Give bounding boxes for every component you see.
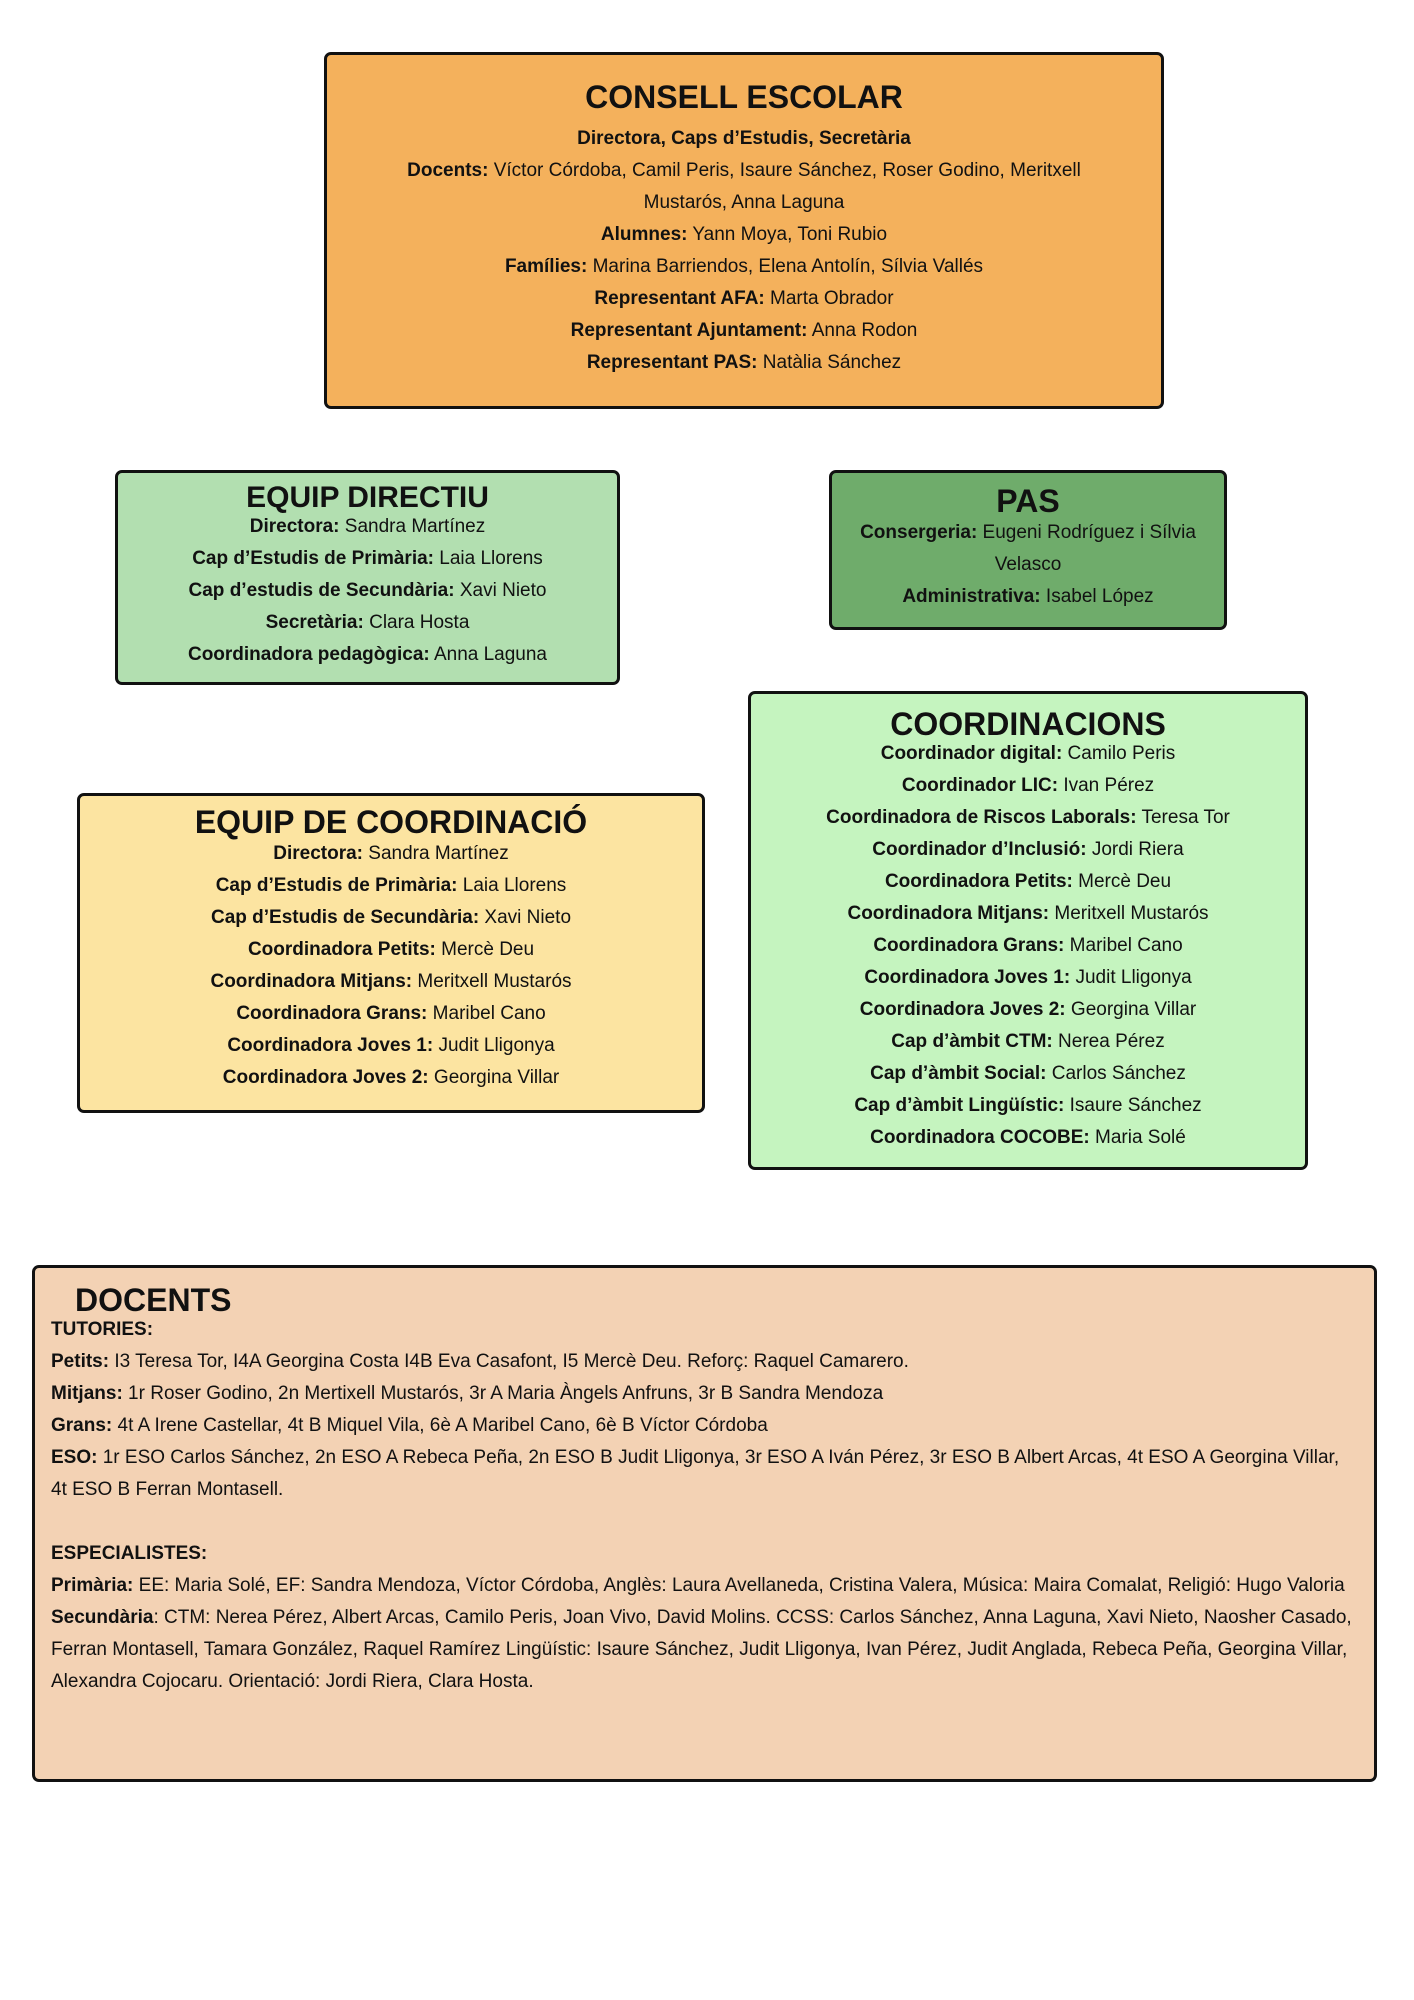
consell-row: [367, 315, 1121, 347]
row-label: Coordinador digital:: [880, 743, 1063, 764]
tutoria-row: [51, 1378, 1356, 1410]
row-value: Sandra Martínez: [363, 843, 509, 864]
row-label: Coordinadora Joves 1:: [864, 967, 1071, 988]
row-label: Coordinadora Grans:: [873, 935, 1065, 956]
row-label: Coordinadora Grans:: [236, 1003, 428, 1024]
row-value: Georgina Villar: [428, 1067, 560, 1088]
row-value: Anna Rodon: [807, 320, 918, 341]
docents-title: DOCENTS: [75, 1282, 232, 1318]
especialista-row: [51, 1602, 1356, 1698]
coordinacions-row: [761, 1122, 1295, 1154]
row-value: Meritxell Mustarós: [412, 971, 572, 992]
row-value: 1r ESO Carlos Sánchez, 2n ESO A Rebeca Peña, 2n ESO B Judit Lligonya, 3r ESO A Iván Pérez, 3r ESO B Albert Arcas, 4t ESO A Georgina Villar, 4t ESO B Ferran Montasell.: [51, 1447, 1340, 1500]
row-label: Directora:: [273, 843, 363, 864]
directiu-row: [128, 511, 607, 543]
row-label: Cap d’estudis de Secundària:: [188, 580, 455, 601]
row-label: Cap d’Estudis de Primària:: [215, 875, 458, 896]
row-value: Xavi Nieto: [454, 580, 547, 601]
row-label: Directora, Caps d’Estudis, Secretària: [577, 128, 911, 149]
directiu-row: [128, 575, 607, 607]
row-label: Coordinadora COCOBE:: [870, 1127, 1090, 1148]
consell-row: [367, 155, 1121, 219]
row-label: Coordinadora Joves 1:: [227, 1035, 434, 1056]
equip-coordinacio-box: [77, 793, 705, 1113]
row-label: Secretària:: [265, 612, 364, 633]
row-value: Anna Laguna: [429, 644, 548, 665]
coordinacions-row: [761, 738, 1295, 770]
consell-escolar-box: [324, 52, 1164, 409]
equip-directiu-box: [115, 470, 620, 685]
row-label: Mitjans:: [51, 1383, 123, 1404]
row-label: Consergeria:: [860, 522, 978, 543]
row-label: Cap d’àmbit CTM:: [891, 1031, 1053, 1052]
row-value: 1r Roser Godino, 2n Mertixell Mustarós, 3r A Maria Àngels Anfruns, 3r B Sandra Mendoza: [122, 1383, 884, 1404]
row-value: I3 Teresa Tor, I4A Georgina Costa I4B Eva Casafont, I5 Mercè Deu. Reforç: Raquel Camarero.: [109, 1351, 909, 1372]
row-value: Maribel Cano: [1064, 935, 1183, 956]
coordinacions-row: [761, 1090, 1295, 1122]
consell-row: [367, 347, 1121, 379]
coordinacions-row: [761, 962, 1295, 994]
coordinacio-row: [90, 870, 692, 902]
row-value: Mercè Deu: [435, 939, 535, 960]
row-value: EE: Maria Solé, EF: Sandra Mendoza, Víctor Córdoba, Anglès: Laura Avellaneda, Cristina Valera, Música: Maira Comalat, Religió: Hugo Valoria: [133, 1575, 1345, 1596]
equip-coordinacio-title: EQUIP DE COORDINACIÓ: [194, 804, 588, 840]
coordinacio-row: [90, 1062, 692, 1094]
coordinacio-row: [90, 966, 692, 998]
row-label: Coordinadora pedagògica:: [187, 644, 430, 665]
especialistes-heading: ESPECIALISTES:: [51, 1543, 208, 1564]
coordinacio-row: [90, 934, 692, 966]
consell-row: [367, 219, 1121, 251]
consell-escolar-title: CONSELL ESCOLAR: [585, 79, 903, 115]
row-value: Laia Llorens: [457, 875, 567, 896]
coordinacions-row: [761, 930, 1295, 962]
row-value: Jordi Riera: [1086, 839, 1184, 860]
row-value: Meritxell Mustarós: [1049, 903, 1209, 924]
row-label: Cap d’Estudis de Secundària:: [210, 907, 480, 928]
row-label: Primària:: [51, 1575, 134, 1596]
row-value: Judit Lligonya: [1070, 967, 1192, 988]
row-value: Isaure Sánchez: [1064, 1095, 1202, 1116]
row-value: Camilo Peris: [1062, 743, 1176, 764]
tutories-heading: TUTORIES:: [51, 1319, 154, 1340]
row-label: Petits:: [51, 1351, 110, 1372]
consell-row: [367, 123, 1121, 155]
row-label: Coordinadora Mitjans:: [847, 903, 1050, 924]
row-value: Ivan Pérez: [1058, 775, 1155, 796]
row-value: Maria Solé: [1089, 1127, 1186, 1148]
row-label: Directora:: [249, 516, 340, 537]
row-value: Mercè Deu: [1072, 871, 1172, 892]
row-label: Representant Ajuntament:: [570, 320, 808, 341]
coordinacions-title: COORDINACIONS: [890, 706, 1166, 742]
directiu-row: [128, 639, 607, 671]
pas-row: [842, 581, 1214, 613]
coordinacions-row: [761, 770, 1295, 802]
row-value: Eugeni Rodríguez i Sílvia Velasco: [977, 522, 1196, 575]
row-label: ESO:: [51, 1447, 98, 1468]
row-value: Maribel Cano: [427, 1003, 546, 1024]
row-value: Judit Lligonya: [433, 1035, 555, 1056]
row-value: Clara Hosta: [363, 612, 470, 633]
row-label: Representant PAS:: [586, 352, 758, 373]
row-label: Coordinadora de Riscos Laborals:: [826, 807, 1137, 828]
row-value: Georgina Villar: [1065, 999, 1197, 1020]
directiu-row: [128, 607, 607, 639]
consell-row: [367, 283, 1121, 315]
row-label: Coordinadora Petits:: [247, 939, 436, 960]
row-label: Coordinadora Joves 2:: [859, 999, 1066, 1020]
row-label: Coordinador LIC:: [901, 775, 1059, 796]
coordinacions-row: [761, 898, 1295, 930]
row-value: Víctor Córdoba, Camil Peris, Isaure Sánchez, Roser Godino, Meritxell Mustarós, Anna Laguna: [488, 160, 1081, 213]
row-value: Teresa Tor: [1136, 807, 1230, 828]
row-label: Alumnes:: [600, 224, 688, 245]
row-label: Coordinador d’Inclusió:: [872, 839, 1087, 860]
row-label: Cap d’Estudis de Primària:: [192, 548, 434, 569]
row-label: Grans:: [51, 1415, 113, 1436]
row-label: Docents:: [407, 160, 489, 181]
coordinacions-row: [761, 802, 1295, 834]
row-value: : CTM: Nerea Pérez, Albert Arcas, Camilo Peris, Joan Vivo, David Molins. CCSS: Carlos Sánchez, Anna Laguna, Xavi Nieto, Naosher Casado, Ferran Montasell, Tamara González, Raquel Ramírez Lingüístic: Isaure Sánchez, Judit Lligonya, Ivan Pérez, Judit Anglada, Rebeca Peña, Georgina Villar, Alexandra Cojocaru. Orientació: Jordi Riera, Clara Hosta.: [51, 1607, 1352, 1692]
row-label: Secundària: [51, 1607, 154, 1628]
row-label: Coordinadora Mitjans:: [210, 971, 413, 992]
row-label: Famílies:: [504, 256, 588, 277]
coordinacio-row: [90, 1030, 692, 1062]
docents-box: [32, 1265, 1377, 1782]
pas-row: [842, 517, 1214, 581]
row-value: Isabel López: [1040, 586, 1154, 607]
coordinacio-row: [90, 998, 692, 1030]
tutoria-row: [51, 1346, 1356, 1378]
row-label: Cap d’àmbit Lingüístic:: [854, 1095, 1065, 1116]
coordinacions-row: [761, 994, 1295, 1026]
coordinacions-row: [761, 1058, 1295, 1090]
row-value: Marta Obrador: [764, 288, 894, 309]
coordinacions-row: [761, 866, 1295, 898]
row-label: Coordinadora Joves 2:: [222, 1067, 429, 1088]
section-gap: [51, 1506, 1356, 1538]
especialista-row: [51, 1570, 1356, 1602]
row-value: Sandra Martínez: [339, 516, 486, 537]
row-label: Coordinadora Petits:: [884, 871, 1073, 892]
coordinacions-row: [761, 834, 1295, 866]
row-value: Yann Moya, Toni Rubio: [687, 224, 888, 245]
row-value: Carlos Sánchez: [1046, 1063, 1186, 1084]
pas-box: [829, 470, 1227, 630]
tutoria-row: [51, 1410, 1356, 1442]
row-value: 4t A Irene Castellar, 4t B Miquel Vila, 6è A Maribel Cano, 6è B Víctor Córdoba: [112, 1415, 768, 1436]
coordinacio-row: [90, 902, 692, 934]
consell-row: [367, 251, 1121, 283]
row-label: Representant AFA:: [594, 288, 765, 309]
row-value: Natàlia Sánchez: [757, 352, 902, 373]
row-label: Cap d’àmbit Social:: [870, 1063, 1047, 1084]
pas-title: PAS: [996, 483, 1060, 519]
coordinacions-row: [761, 1026, 1295, 1058]
coordinacions-box: [748, 691, 1308, 1170]
coordinacio-row: [90, 838, 692, 870]
equip-directiu-title: EQUIP DIRECTIU: [246, 481, 489, 514]
row-value: Marina Barriendos, Elena Antolín, Sílvia Vallés: [587, 256, 984, 277]
row-label: Administrativa:: [902, 586, 1041, 607]
directiu-row: [128, 543, 607, 575]
row-value: Nerea Pérez: [1052, 1031, 1165, 1052]
row-value: Xavi Nieto: [479, 907, 572, 928]
tutoria-row: [51, 1442, 1356, 1506]
row-value: Laia Llorens: [434, 548, 543, 569]
